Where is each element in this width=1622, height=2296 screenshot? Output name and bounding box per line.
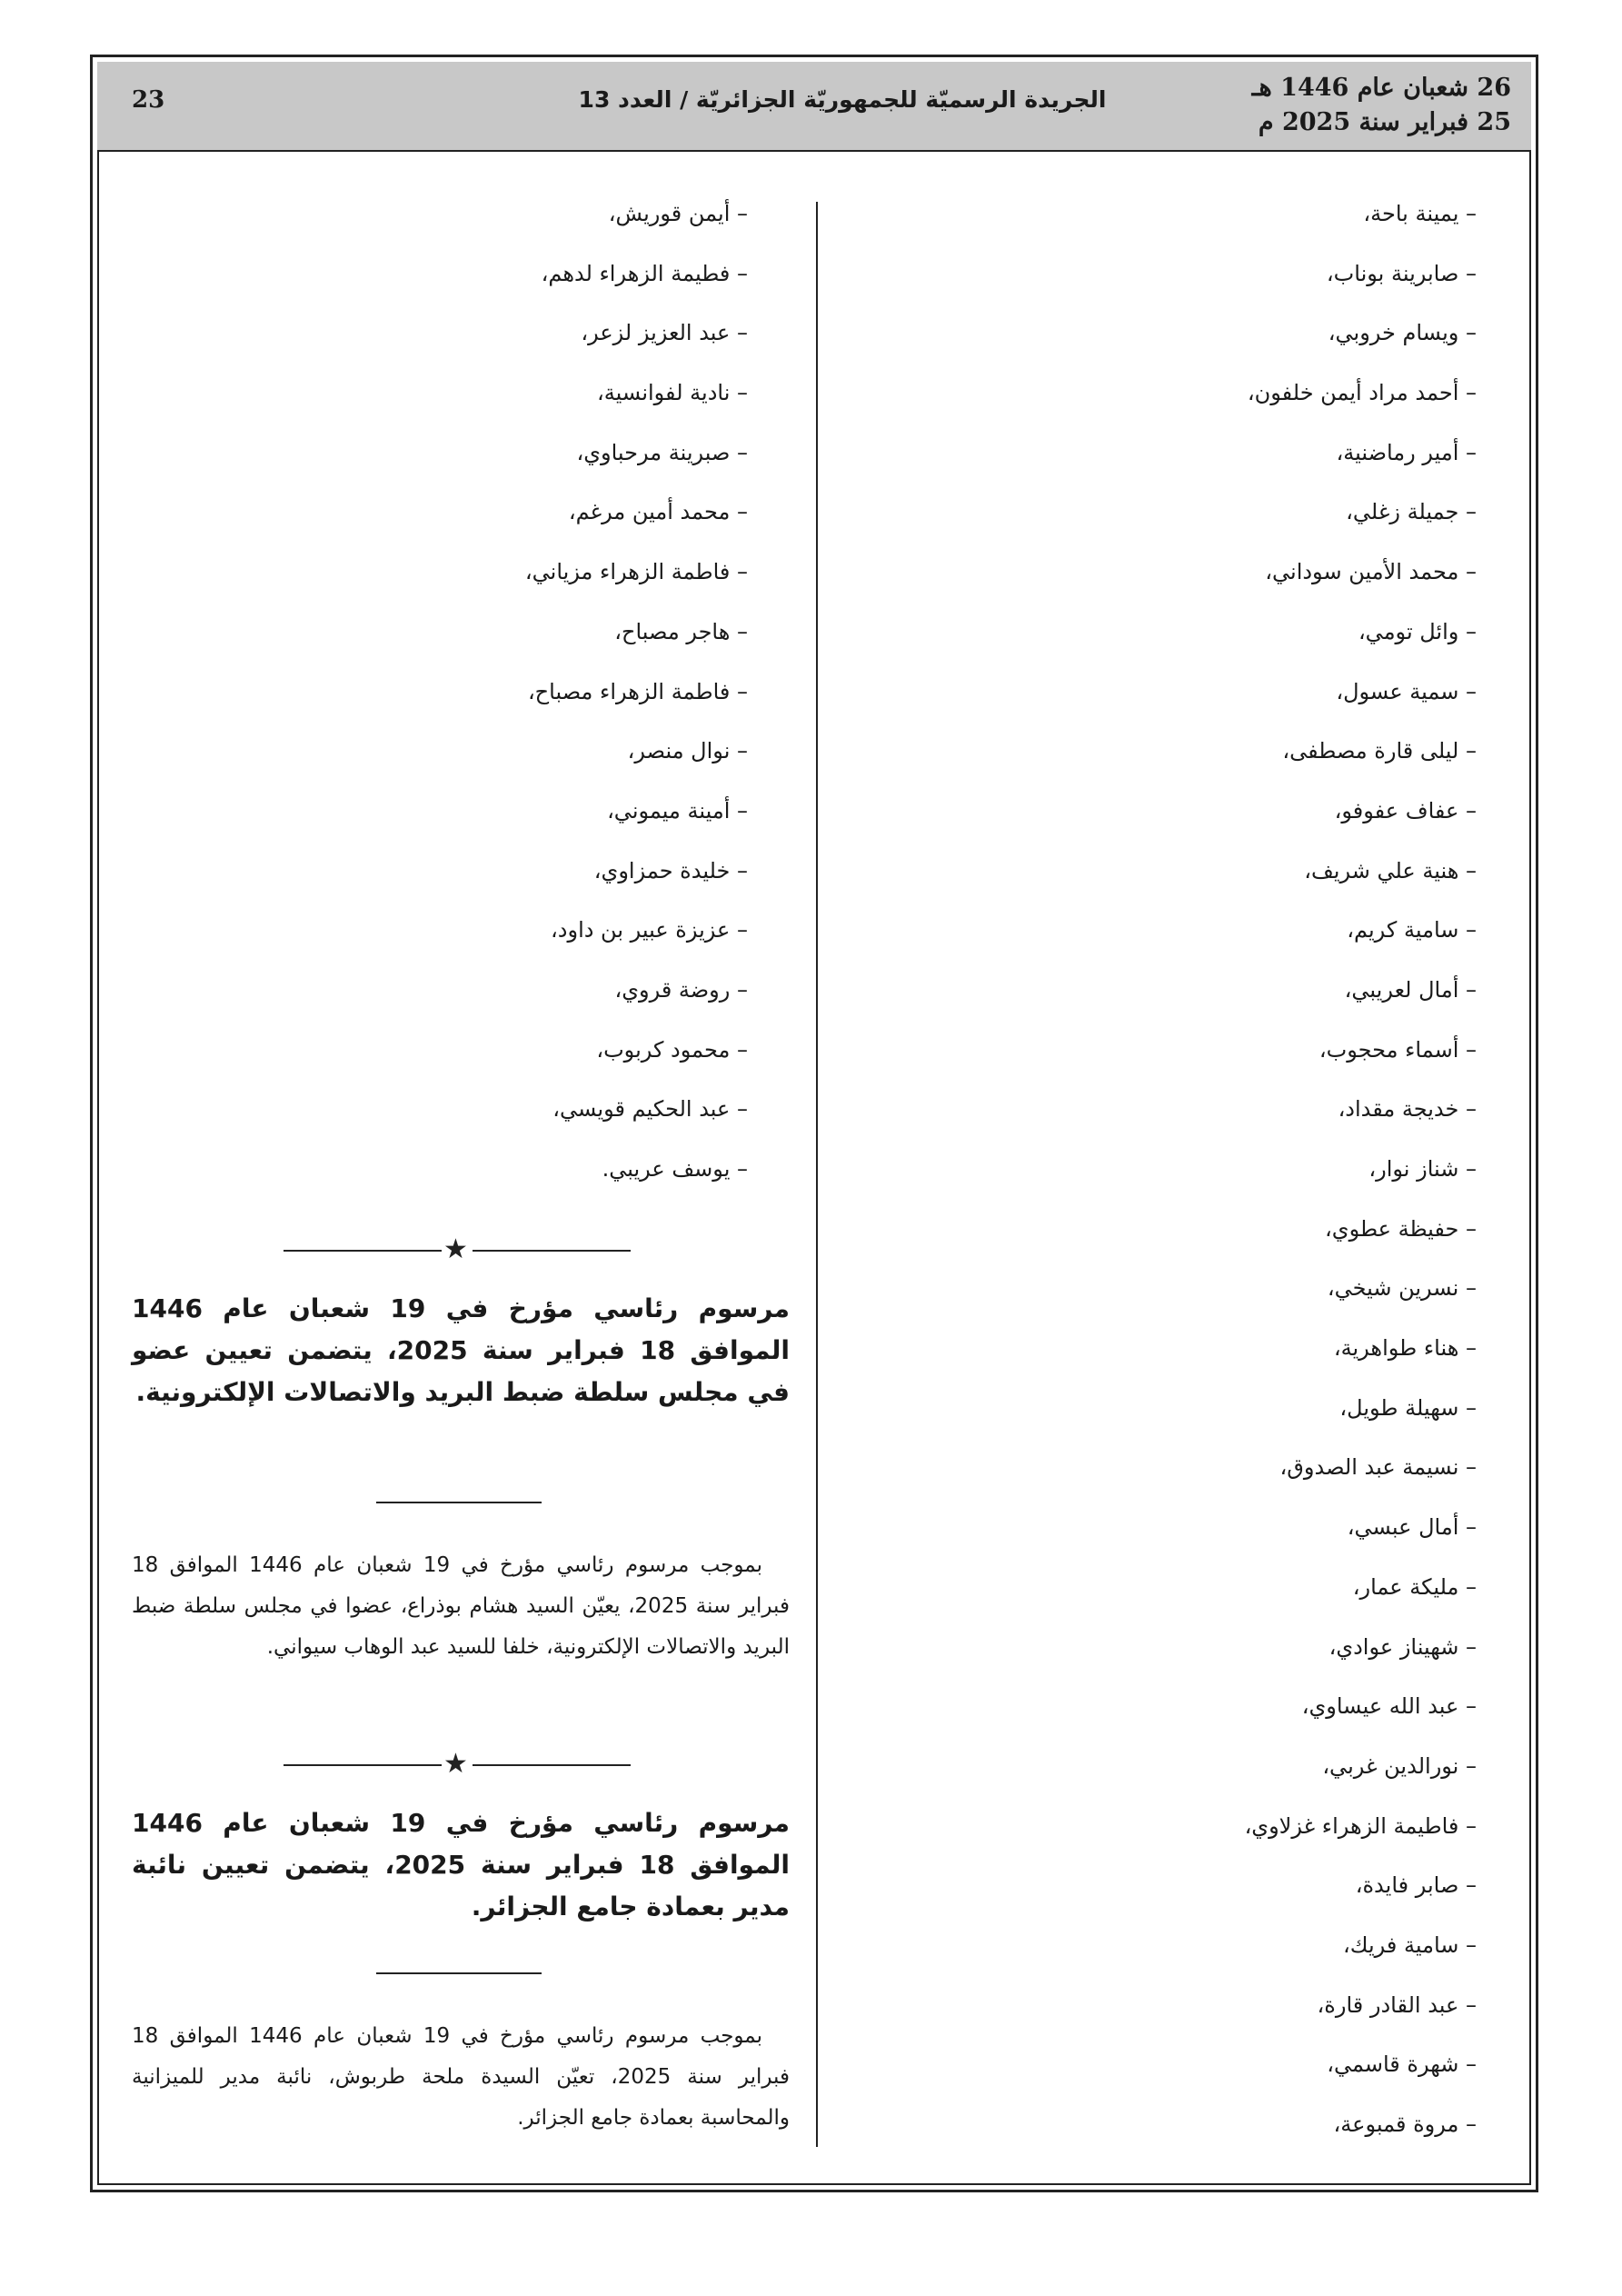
hijri-date: 26 شعبان عام 1446 هـ xyxy=(1251,74,1511,102)
name-list-item: – عبد الله عيساوي، xyxy=(1301,1693,1477,1720)
name-list-item: – نسيمة عبد الصدوق، xyxy=(1279,1454,1477,1481)
name-list-item: – صابرينة بوناب، xyxy=(1326,260,1477,286)
name-list-item: – عبد الحكيم قويسي، xyxy=(552,1096,748,1123)
right-names-list xyxy=(913,195,1477,2165)
name-list-item: – أمال عبسي، xyxy=(1347,1514,1477,1541)
name-list-item: – عزيزة عبير بن داود، xyxy=(551,917,748,943)
name-list-item: – يوسف عريبي. xyxy=(602,1156,748,1182)
name-list-item: – نورالدين غربي، xyxy=(1322,1752,1477,1779)
name-list-item: – هاجر مصباح، xyxy=(614,618,748,644)
name-list-item: – نسرين شيخي، xyxy=(1327,1275,1477,1302)
name-list-item: – عفاف عفوفو، xyxy=(1334,797,1477,824)
star-icon: ★ xyxy=(443,1233,468,1265)
name-list-item: – محمد أمين مرغم، xyxy=(568,499,748,525)
name-list-item: – هناء طواهرية، xyxy=(1333,1335,1477,1362)
name-list-item: – سامية كريم، xyxy=(1347,917,1477,943)
name-list-item: – نوال منصر، xyxy=(627,738,748,764)
name-list-item: – جميلة زغلي، xyxy=(1346,499,1477,525)
name-list-item: – وائل تومي، xyxy=(1358,618,1477,644)
decree-2-title: مرسوم رئاسي مؤرخ في 19 شعبان عام 1446 الموافق 18 فبراير سنة 2025، يتضمن تعيين نائبة مدير بعمادة جامع الجزائر. xyxy=(132,1808,791,1922)
name-list-item: – خديجة مقداد، xyxy=(1338,1096,1477,1123)
star-separator-1 xyxy=(284,1233,631,1265)
name-list-item: – أمينة ميموني، xyxy=(607,797,748,824)
name-list-item: – شناز نوار، xyxy=(1368,1156,1477,1182)
name-list-item: – مليكة عمار، xyxy=(1352,1573,1477,1600)
name-list-item: – عبد العزيز لزعر، xyxy=(581,320,748,346)
name-list-item: – أحمد مراد أيمن خلفون، xyxy=(1247,380,1477,406)
short-divider-1 xyxy=(376,1502,542,1503)
page-header xyxy=(97,62,1531,152)
name-list-item: – فاطمة الزهراء مزياني، xyxy=(524,559,748,585)
name-list-item: – صبرينة مرحباوي، xyxy=(576,439,748,465)
name-list-item: – فاطيمة الزهراء غزلاوي، xyxy=(1244,1812,1477,1839)
name-list-item: – روضة قروي، xyxy=(614,976,748,1003)
name-list-item: – صابر فايدة، xyxy=(1355,1872,1477,1899)
gregorian-date: 25 فبراير سنة 2025 م xyxy=(1258,108,1511,136)
journal-title: الجريدة الرسميّة للجمهوريّة الجزائريّة / العدد 13 xyxy=(578,86,1107,113)
name-list-item: – يمينة باحة، xyxy=(1363,201,1477,226)
name-list-item: – أيمن قوريش، xyxy=(608,201,748,226)
name-list-item: – محمود كربوب، xyxy=(596,1036,748,1063)
name-list-item: – نادية لفوانسية، xyxy=(597,380,748,406)
name-list-item: – سمية عسول، xyxy=(1336,678,1477,704)
header-date xyxy=(1252,71,1511,140)
star-separator-2 xyxy=(284,1748,631,1780)
decree-1-body: بموجب مرسوم رئاسي مؤرخ في 19 شعبان عام 1446 الموافق 18 فبراير سنة 2025، يعيّن السيد هشام بوذراع، عضوا في مجلس سلطة ضبط البريد والاتصالات الإلكترونية، خلفا للسيد عبد الوهاب سيواني. xyxy=(132,1553,790,1659)
name-list-item: – سامية فريك، xyxy=(1342,1932,1477,1958)
name-list-item: – فطيمة الزهراء لدهم، xyxy=(541,260,748,286)
name-list-item: – ليلى قارة مصطفى، xyxy=(1282,738,1477,764)
page-number: 23 xyxy=(132,86,165,114)
name-list-item: – فاطمة الزهراء مصباح، xyxy=(527,678,748,704)
name-list-item: – أسماء محجوب، xyxy=(1318,1036,1477,1063)
name-list-item: – ويسام خروبي، xyxy=(1328,320,1477,346)
name-list-item: – هنية علي شريف، xyxy=(1304,857,1477,883)
name-list-item: – مروة قمبوعة، xyxy=(1333,2111,1477,2137)
decree-1-title: مرسوم رئاسي مؤرخ في 19 شعبان عام 1446 الموافق 18 فبراير سنة 2025، يتضمن تعيين عضو في مجلس سلطة ضبط البريد والاتصالات الإلكترونية. xyxy=(132,1293,791,1407)
name-list-item: – أمال لعريبي، xyxy=(1344,976,1477,1003)
star-icon: ★ xyxy=(443,1748,468,1780)
name-list-item: – أمير رماضنية، xyxy=(1336,439,1477,465)
name-list-item: – حفيظة عطوي، xyxy=(1325,1215,1477,1242)
name-list-item: – عبد القادر قارة، xyxy=(1317,1992,1477,2018)
short-divider-2 xyxy=(376,1972,542,1974)
name-list-item: – سهيلة طويل، xyxy=(1339,1394,1477,1421)
name-list-item: – شهرة قاسمي، xyxy=(1327,2051,1477,2078)
column-divider xyxy=(816,202,818,2147)
name-list-item: – خليدة حمزاوي، xyxy=(593,857,748,883)
name-list-item: – شهيناز عوادي، xyxy=(1328,1633,1477,1660)
decree-2-body: بموجب مرسوم رئاسي مؤرخ في 19 شعبان عام 1446 الموافق 18 فبراير سنة 2025، تعيّن السيدة ملحة طربوش، نائبة مدير للميزانية والمحاسبة بعمادة جامع الجزائر. xyxy=(132,2024,790,2130)
left-names-list xyxy=(239,195,748,1210)
name-list-item: – محمد الأمين سوداني، xyxy=(1265,559,1477,585)
